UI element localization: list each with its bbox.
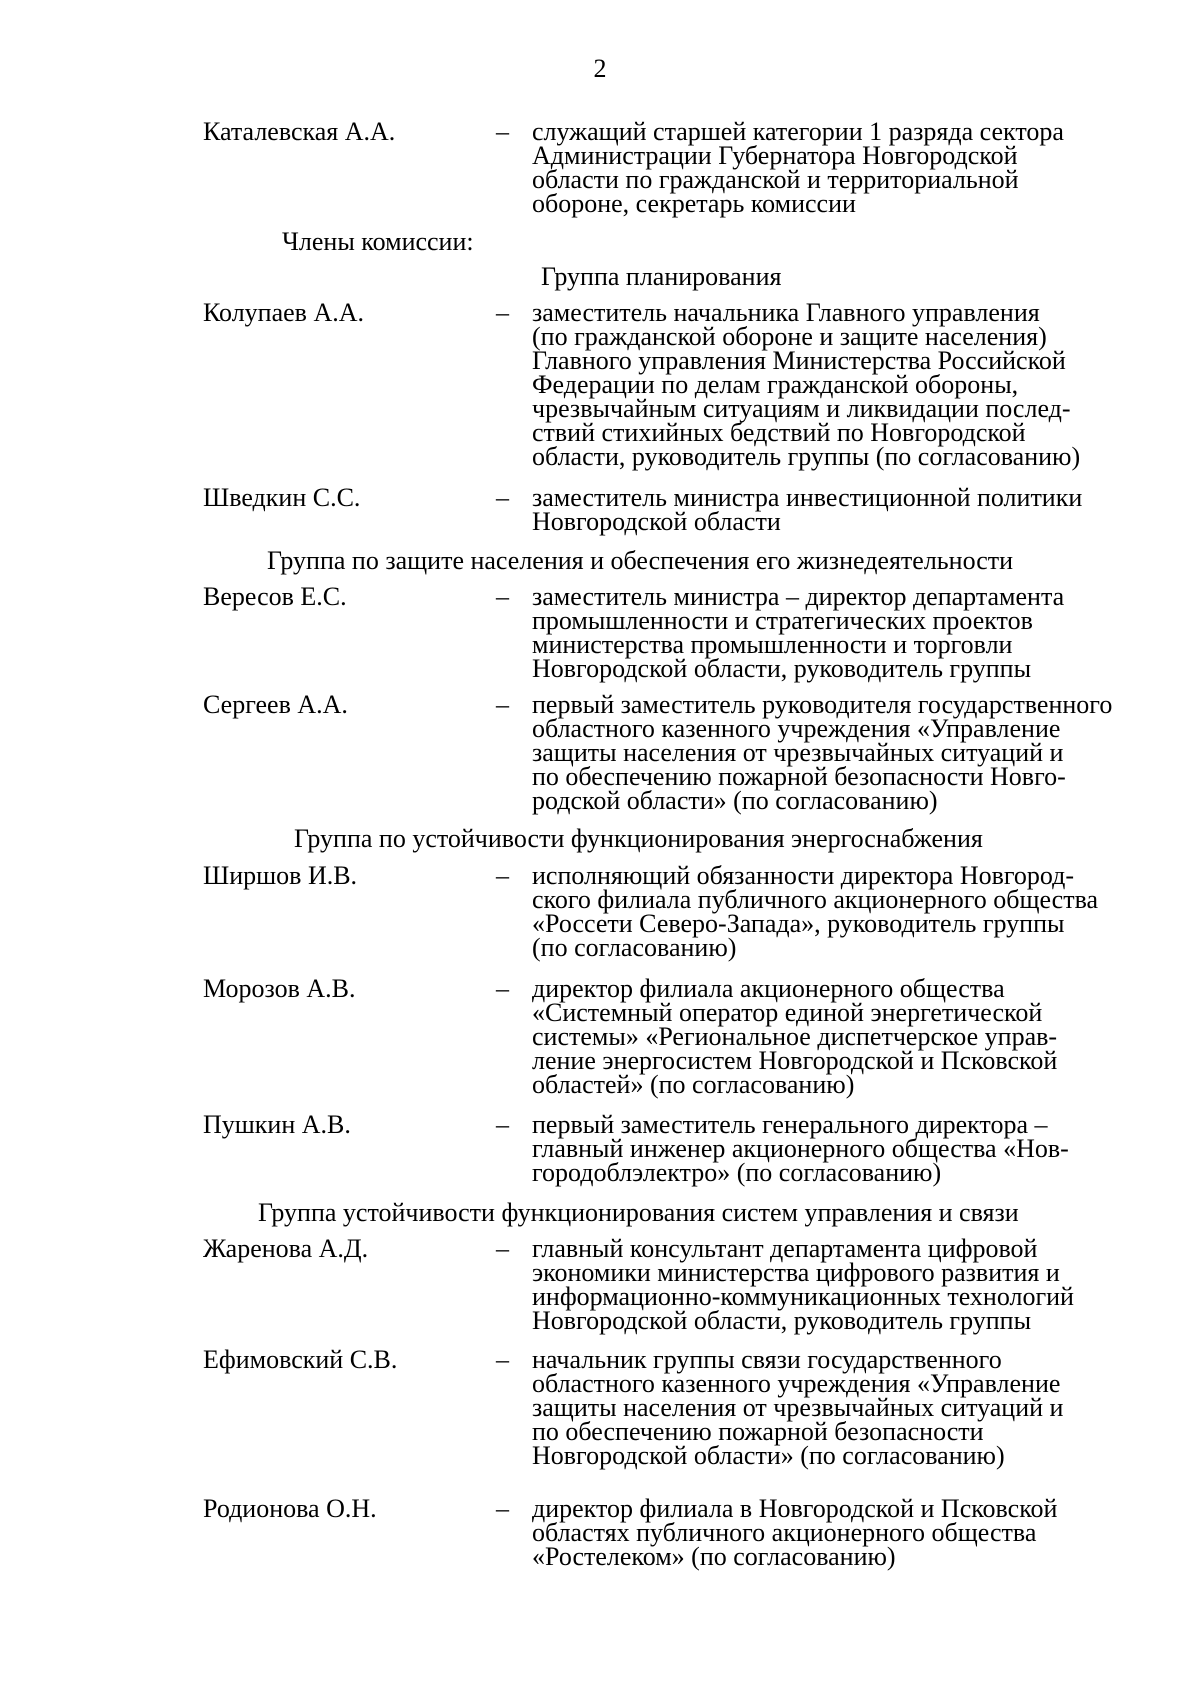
position-description: начальник группы связи государственного областного казенного учреждения «Управление защиты населения от чрезвычайных ситуаций и по обеспечению пожарной безопасности Новгородской области» (по согласованию) [532, 1345, 1064, 1470]
dash-separator: – [496, 1345, 509, 1374]
position-description: служащий старшей категории 1 разряда сектора Администрации Губернатора Новгородской области по гражданской и территориальной обороне, секретарь комиссии [532, 117, 1064, 218]
person-name: Сергеев А.А. [203, 690, 348, 719]
dash-separator: – [496, 483, 509, 512]
dash-separator: – [496, 690, 509, 719]
position-description: заместитель министра – директор департамента промышленности и стратегических проектов министерства промышленности и торговли Новгородской области, руководитель группы [532, 582, 1065, 683]
group-title: Группа по защите населения и обеспечения его жизнедеятельности [267, 546, 1014, 575]
dash-separator: – [496, 117, 509, 146]
person-name: Шведкин С.С. [203, 483, 361, 512]
person-name: Пушкин А.В. [203, 1110, 351, 1139]
person-name: Морозов А.В. [203, 974, 356, 1003]
person-name: Родионова О.Н. [203, 1494, 377, 1523]
group-title: Группа по устойчивости функционирования энергоснабжения [294, 824, 983, 853]
dash-separator: – [496, 861, 509, 890]
dash-separator: – [496, 1110, 509, 1139]
members-heading: Члены комиссии: [282, 227, 474, 256]
position-description: директор филиала в Новгородской и Псковской областях публичного акционерного общества «Ростелеком» (по согласованию) [532, 1494, 1058, 1571]
page-number: 2 [593, 54, 607, 83]
group-title: Группа планирования [541, 262, 782, 291]
dash-separator: – [496, 1494, 509, 1523]
person-name: Жаренова А.Д. [203, 1234, 369, 1263]
position-description: главный консультант департамента цифровой экономики министерства цифрового развития и информационно-коммуникационных технологий Новгородской области, руководитель группы [532, 1234, 1074, 1335]
dash-separator: – [496, 1234, 509, 1263]
position-description: директор филиала акционерного общества «Системный оператор единой энергетической системы» «Региональное диспетчерское управ- ление энергосистем Новгородской и Псковской областей» (по согласованию) [532, 974, 1058, 1099]
person-name: Каталевская А.А. [203, 117, 396, 146]
position-description: первый заместитель руководителя государственного областного казенного учреждения «Управление защиты населения от чрезвычайных ситуаций и по обеспечению пожарной безопасности Новго- родской области» (по согласованию) [532, 690, 1113, 815]
dash-separator: – [496, 582, 509, 611]
dash-separator: – [496, 974, 509, 1003]
person-name: Колупаев А.А. [203, 298, 365, 327]
position-description: заместитель министра инвестиционной политики Новгородской области [532, 483, 1083, 536]
position-description: заместитель начальника Главного управления (по гражданской обороне и защите населения) Главного управления Министерства Российской Федерации по делам гражданской обороны, чрезвычайным ситуациям и ликвидации послед- ствий стихийных бедствий по Новгородской области, руководитель группы (по согласованию) [532, 298, 1081, 471]
person-name: Ефимовский С.В. [203, 1345, 398, 1374]
dash-separator: – [496, 298, 509, 327]
group-title: Группа устойчивости функционирования систем управления и связи [258, 1198, 1019, 1227]
person-name: Вересов Е.С. [203, 582, 347, 611]
position-description: исполняющий обязанности директора Новгород- ского филиала публичного акционерного общества «Россети Северо-Запада», руководитель группы (по согласованию) [532, 861, 1099, 962]
position-description: первый заместитель генерального директора – главный инженер акционерного общества «Нов- городоблэлектро» (по согласованию) [532, 1110, 1069, 1187]
person-name: Ширшов И.В. [203, 861, 358, 890]
